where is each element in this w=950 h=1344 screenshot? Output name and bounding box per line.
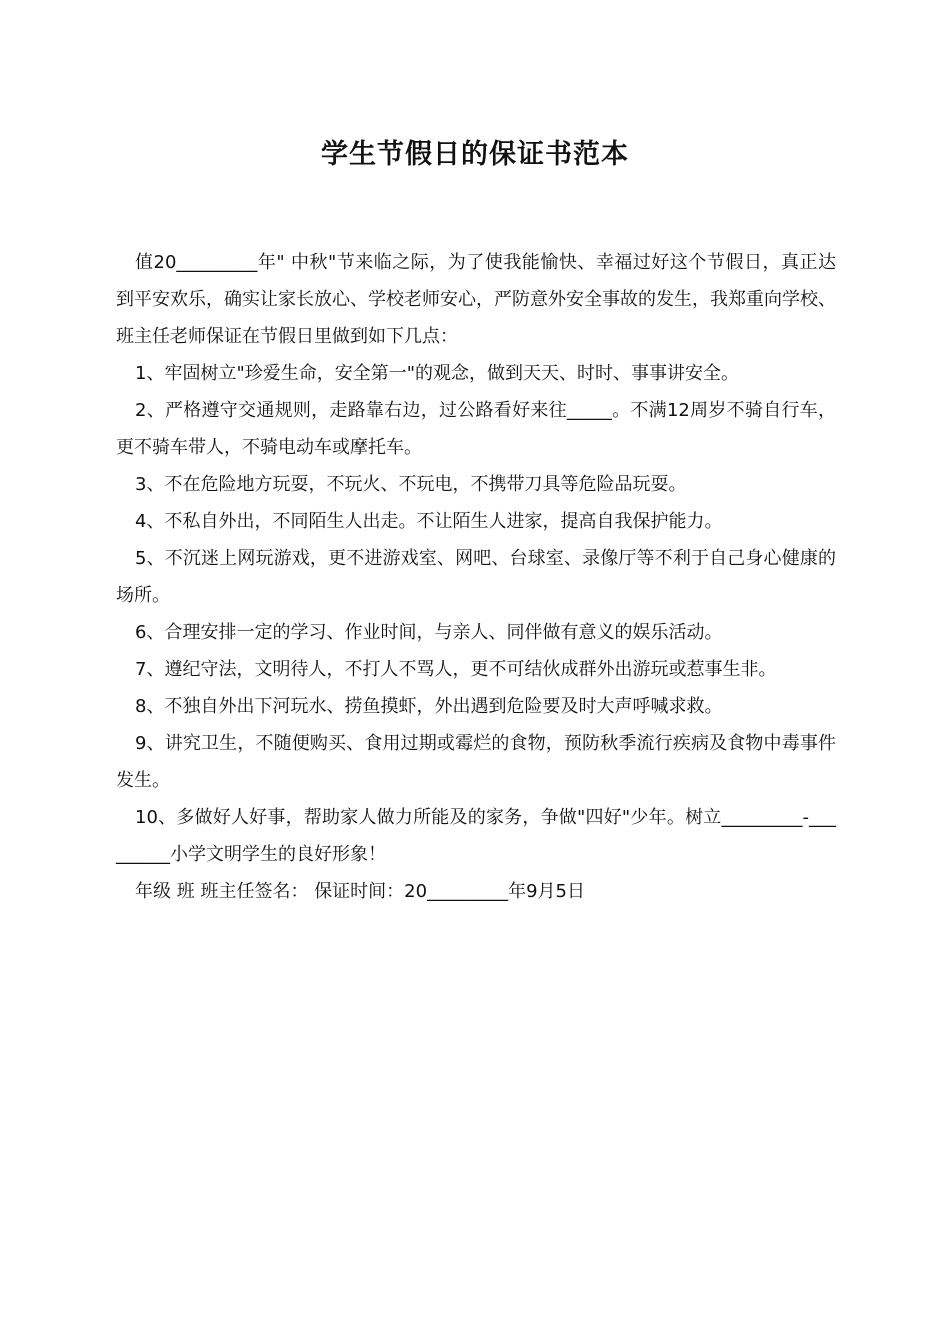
document-body [116,244,836,910]
intro-paragraph: 值20_________年" 中秋"节来临之际，为了使我能愉快、幸福过好这个节假日，真正达到平安欢乐，确实让家长放心、学校老师安心，严防意外安全事故的发生，我郑重向学校、班主任老师保证在节假日里做到如下几点： [116,252,836,347]
pledge-item-10: 10、多做好人好事，帮助家人做力所能及的家务，争做"四好"少年。树立_________-_________小学文明学生的良好形象！ [116,807,836,865]
pledge-item-4: 4、不私自外出，不同陌生人出走。不让陌生人进家，提高自我保护能力。 [135,511,723,532]
signature-line: 年级 班 班主任签名： 保证时间：20_________年9月5日 [135,881,585,902]
pledge-item-2: 2、严格遵守交通规则，走路靠右边，过公路看好来往_____。不满12周岁不骑自行车，更不骑车带人，不骑电动车或摩托车。 [116,400,836,458]
pledge-item-5: 5、不沉迷上网玩游戏，更不进游戏室、网吧、台球室、录像厅等不利于自己身心健康的场所。 [116,548,836,606]
document-title: 学生节假日的保证书范本 [321,139,629,170]
pledge-item-6: 6、合理安排一定的学习、作业时间，与亲人、同伴做有意义的娱乐活动。 [135,622,723,643]
pledge-item-7: 7、遵纪守法，文明待人，不打人不骂人，更不可结伙成群外出游玩或惹事生非。 [135,659,777,680]
pledge-item-3: 3、不在危险地方玩耍，不玩火、不玩电，不携带刀具等危险品玩耍。 [135,474,687,495]
pledge-item-9: 9、讲究卫生，不随便购买、食用过期或霉烂的食物，预防秋季流行疾病及食物中毒事件发生。 [116,733,836,791]
pledge-item-8: 8、不独自外出下河玩水、捞鱼摸虾，外出遇到危险要及时大声呼喊求救。 [135,696,723,717]
pledge-item-1: 1、牢固树立"珍爱生命，安全第一"的观念，做到天天、时时、事事讲安全。 [135,363,740,384]
